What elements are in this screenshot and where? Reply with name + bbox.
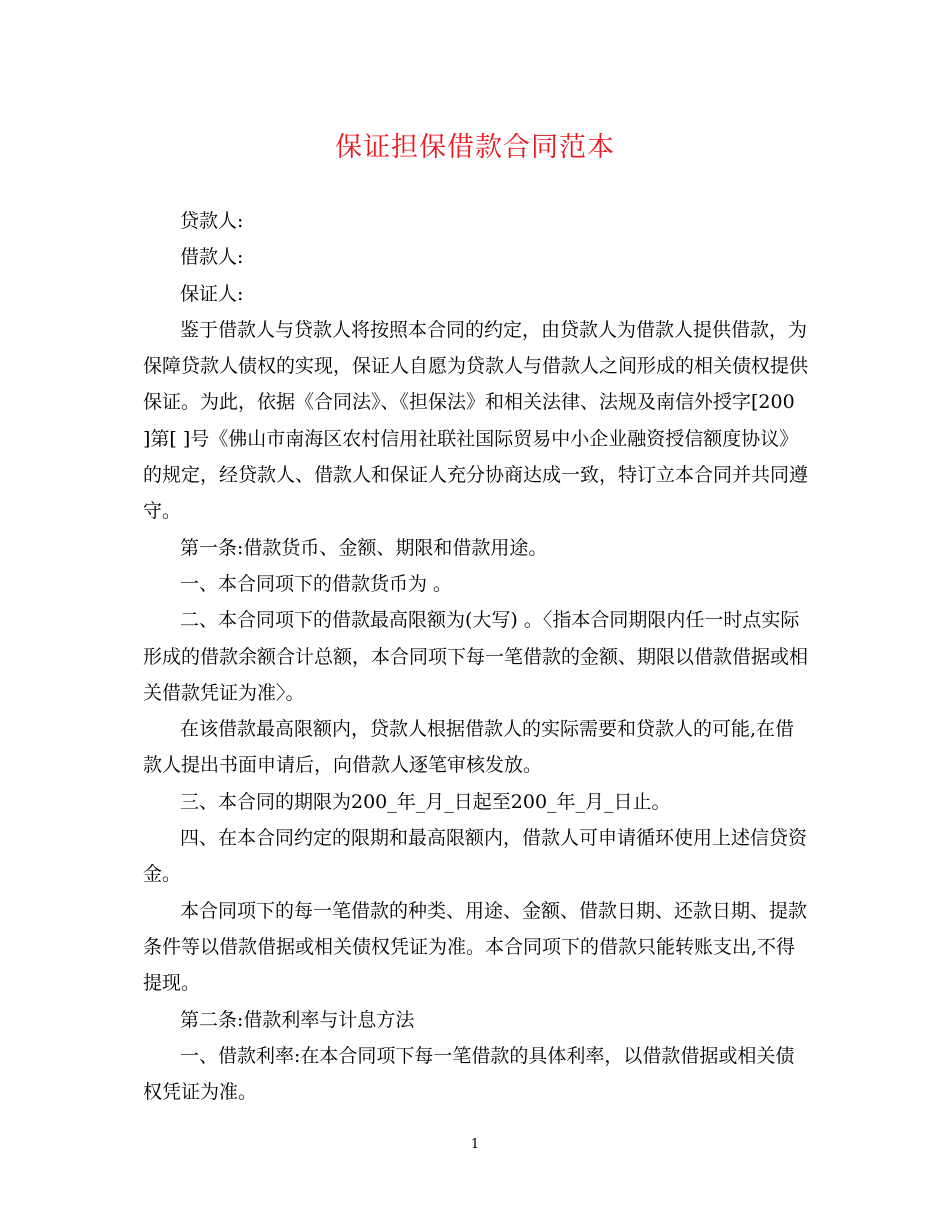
paragraph-preamble: 鉴于借款人与贷款人将按照本合同的约定，由贷款人为借款人提供借款，为保障贷款人债权的实现，保证人自愿为贷款人与借款人之间形成的相关债权提供保证。为此，依据《合同法》、《担保法》和相关法律、法规及南信外授字[200 ]第[ ]号《佛山市南海区农村信用社联社国际贸易中小企业融资授信额度协议》的规定，经贷款人、借款人和保证人充分协商达成一致，特订立本合同并共同遵守。 xyxy=(143,318,809,523)
paragraph-article-1-item-4-note: 本合同项下的每一笔借款的种类、用途、金额、借款日期、还款日期、提款条件等以借款借据或相关债权凭证为准。本合同项下的借款只能转账支出,不得提现。 xyxy=(143,899,808,995)
paragraph-lender: 贷款人: xyxy=(180,210,244,232)
paragraph-article-1-heading: 第一条:借款货币、金额、期限和借款用途。 xyxy=(180,536,548,559)
paragraph-guarantor: 保证人: xyxy=(180,282,244,305)
page-number: 1 xyxy=(470,1137,480,1152)
document-title: 保证担保借款合同范本 xyxy=(335,132,615,163)
paragraph-borrower: 借款人: xyxy=(180,246,244,269)
paragraph-article-1-item-1: 一、本合同项下的借款货币为 。 xyxy=(180,572,453,595)
document-body xyxy=(143,203,808,1110)
paragraph-article-2-item-1: 一、借款利率:在本合同项下每一笔借款的具体利率，以借款借据或相关债权凭证为准。 xyxy=(143,1044,795,1104)
paragraph-article-1-item-4: 四、在本合同约定的限期和最高限额内，借款人可申请循环使用上述信贷资金。 xyxy=(143,827,808,886)
paragraph-article-1-item-3: 三、本合同的期限为200_年_月_日起至200_年_月_日止。 xyxy=(180,790,671,813)
paragraph-article-1-item-2-note: 在该借款最高限额内，贷款人根据借款人的实际需要和贷款人的可能,在借款人提出书面申请后，向借款人逐笔审核发放。 xyxy=(143,718,795,777)
paragraph-article-1-item-2: 二、本合同项下的借款最高限额为(大写) 。〈指本合同期限内任一时点实际形成的借款余额合计总额，本合同项下每一笔借款的金额、期限以借款借据或相关借款凭证为准〉。 xyxy=(143,609,809,704)
paragraph-article-2-heading: 第二条:借款利率与计息方法 xyxy=(180,1008,415,1031)
